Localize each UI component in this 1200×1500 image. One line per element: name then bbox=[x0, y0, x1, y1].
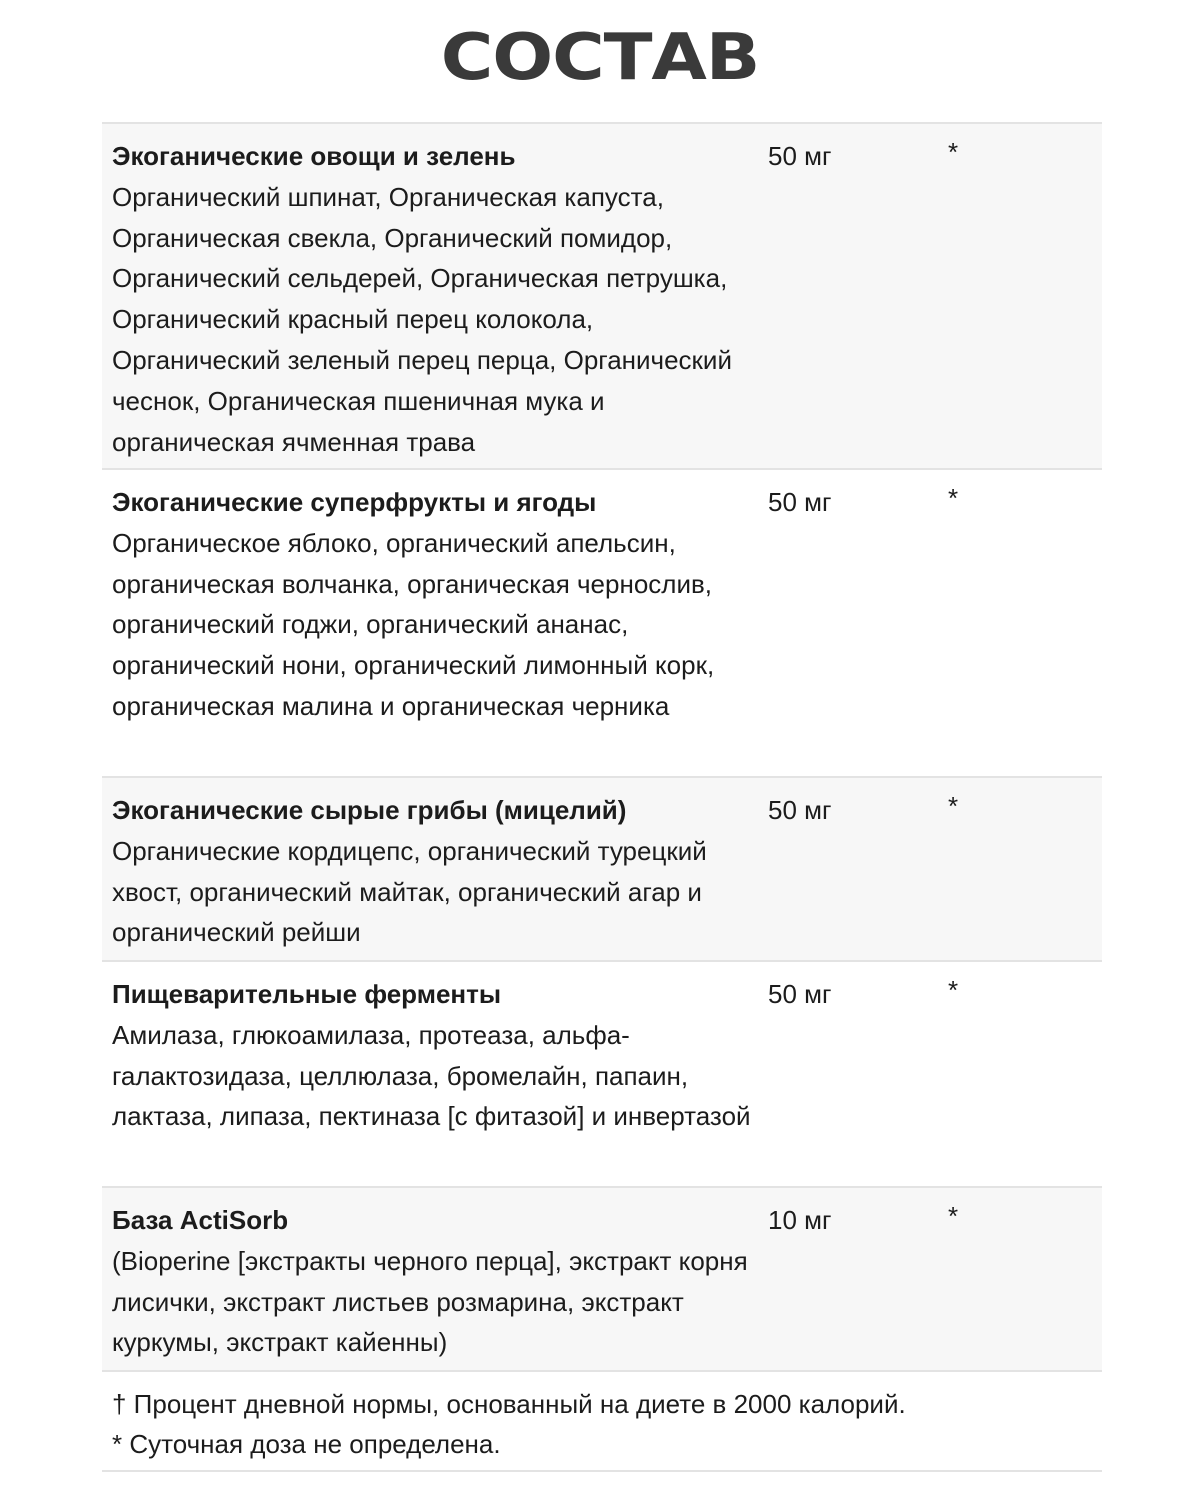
ingredient-amount: 10 мг bbox=[768, 1205, 832, 1235]
ingredient-description: Органический шпинат, Органическая капуста, Органическая свекла, Органический помидор, Органический сельдерей, Органическая петрушка, Органический красный перец колокола, Органический зеленый перец перца, Органический чеснок, Органическая пшеничная мука и органическая ячменная трава bbox=[112, 181, 732, 457]
ingredient-amount: 50 мг bbox=[768, 795, 832, 825]
daily-value-mark: * bbox=[948, 137, 959, 167]
footnotes bbox=[102, 1372, 1102, 1472]
ingredient-cell bbox=[112, 482, 762, 727]
table-row bbox=[102, 778, 1102, 962]
ingredient-name: Экоганические овощи и зелень bbox=[112, 141, 516, 171]
ingredient-amount: 50 мг bbox=[768, 979, 832, 1009]
ingredient-amount: 50 мг bbox=[768, 141, 832, 171]
ingredient-name: База ActiSorb bbox=[112, 1205, 289, 1235]
table-row bbox=[102, 1188, 1102, 1372]
ingredient-name: Экоганические суперфрукты и ягоды bbox=[112, 487, 597, 517]
ingredient-cell bbox=[112, 790, 762, 953]
table-row bbox=[102, 470, 1102, 778]
daily-value-mark: * bbox=[948, 483, 959, 513]
ingredient-cell bbox=[112, 1200, 762, 1363]
ingredients-table bbox=[102, 122, 1102, 1372]
ingredient-amount: 50 мг bbox=[768, 487, 832, 517]
ingredient-cell bbox=[112, 974, 762, 1137]
table-row bbox=[102, 962, 1102, 1188]
table-row bbox=[102, 124, 1102, 470]
ingredient-description: (Bioperine [экстракты черного перца], экстракт корня лисички, экстракт листьев розмарина, экстракт куркумы, экстракт кайенны) bbox=[112, 1245, 748, 1358]
ingredient-description: Органические кордицепс, органический турецкий хвост, органический майтак, органический агар и органический рейши bbox=[112, 835, 707, 948]
ingredient-description: Органическое яблоко, органический апельсин, органическая волчанка, органическая чернослив, органический годжи, органический ананас, органический нони, органический лимонный корк, органическая малина и органическая черника bbox=[112, 527, 715, 721]
not-established-footnote: * Суточная доза не определена. bbox=[112, 1429, 501, 1459]
daily-value-mark: * bbox=[948, 975, 959, 1005]
ingredient-description: Амилаза, глюкоамилаза, протеаза, альфа-галактозидаза, целлюлаза, бромелайн, папаин, лактаза, липаза, пектиназа [с фитазой] и инвертазой bbox=[112, 1019, 751, 1132]
daily-value-mark: * bbox=[948, 1201, 959, 1231]
ingredient-name: Пищеварительные ферменты bbox=[112, 979, 502, 1009]
ingredient-cell bbox=[112, 136, 762, 462]
daily-value-mark: * bbox=[948, 791, 959, 821]
daily-value-footnote: † Процент дневной нормы, основанный на диете в 2000 калорий. bbox=[112, 1389, 906, 1419]
ingredient-name: Экоганические сырые грибы (мицелий) bbox=[112, 795, 627, 825]
page-title: СОСТАВ bbox=[440, 21, 760, 95]
